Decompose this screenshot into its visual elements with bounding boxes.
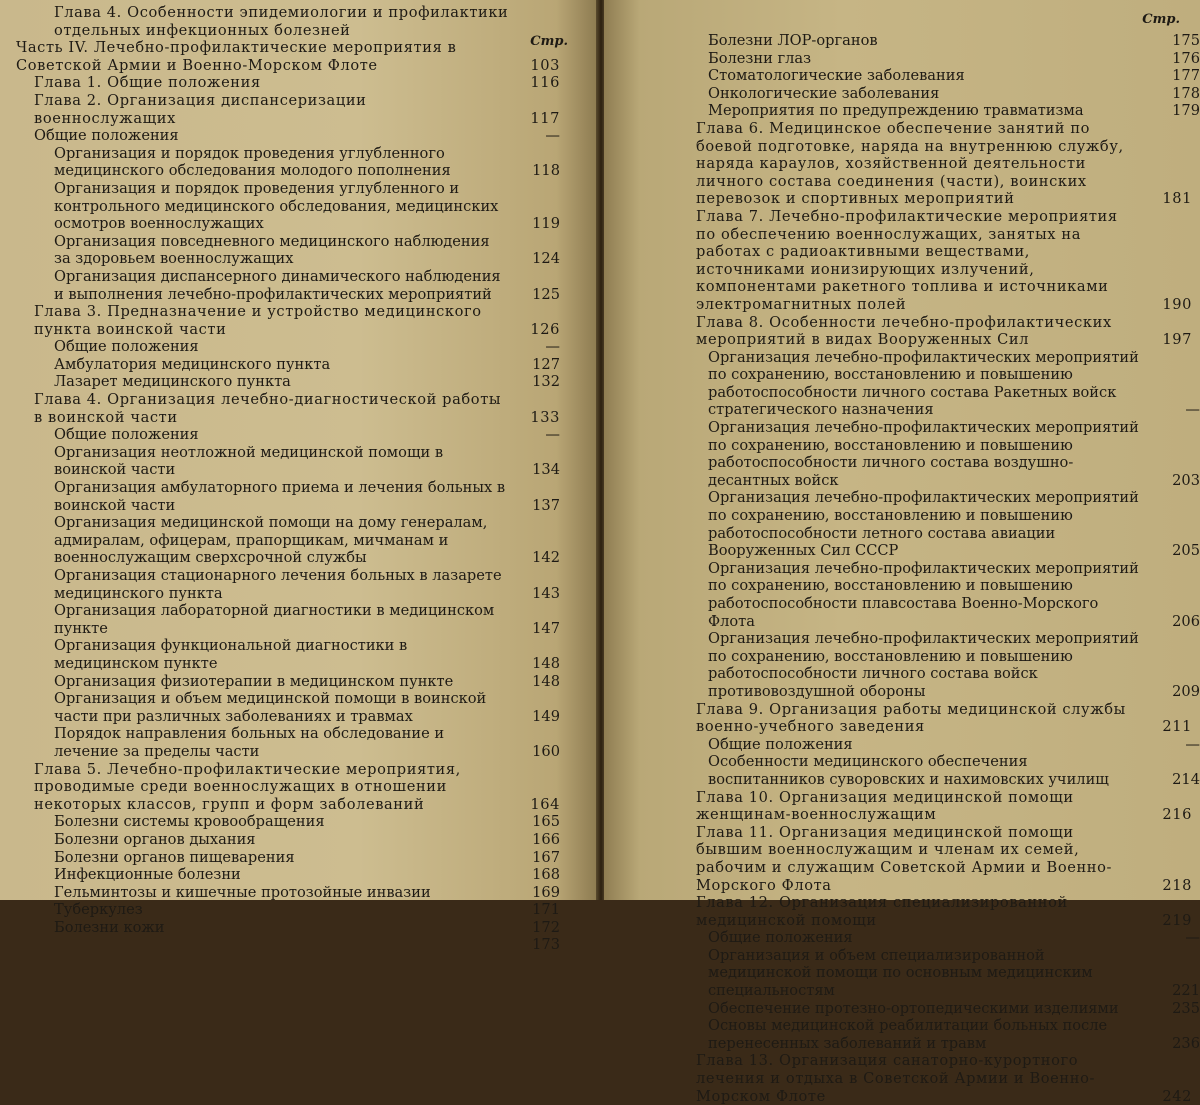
- toc-entry: Глава 8. Особенности лечебно-профилактических мероприятий в видах Вооруженных Сил 197: [696, 313, 1192, 349]
- toc-entry: Глава 4. Организация лечебно-диагностической работы в воинской части 133: [34, 391, 560, 426]
- toc-entry: Организация повседневного медицинского наблюдения за здоровьем военнослужащих 124: [54, 232, 560, 268]
- toc-entry: Общие положения —: [34, 127, 560, 145]
- toc-entry: Общие положения —: [54, 338, 560, 356]
- toc-entry: Организация стационарного лечения больных в лазарете медицинского пункта 143: [54, 567, 560, 602]
- toc-entry: Болезни ЛОР-органов 175: [708, 32, 1200, 49]
- toc-entry: Глава 1. Общие положения 116: [34, 74, 560, 92]
- toc-entry: Организация амбулаторного приема и лечения больных в воинской части 137: [54, 479, 560, 514]
- toc-entry: Болезни органов дыхания 166: [54, 830, 560, 848]
- toc-entry: Амбулатория медицинского пункта 127: [54, 355, 560, 373]
- toc-entry: Лазарет медицинского пункта 132: [54, 373, 560, 391]
- right-page: [604, 0, 1200, 1105]
- toc-entry: Стоматологические заболевания 177: [708, 67, 1200, 85]
- toc-entry: Глава 10. Организация медицинской помощи женщинам-военнослужащим 216: [696, 788, 1192, 824]
- toc-entry: Глава 9. Организация работы медицинской службы военно-учебного заведения 211: [696, 700, 1192, 736]
- toc-entry: Организация физиотерапии в медицинском пункте 148: [54, 672, 560, 690]
- toc-entry: Основы медицинской реабилитации больных после перенесенных заболеваний и травм 236: [708, 1017, 1200, 1052]
- toc-entry: Онкологические заболевания 178: [708, 84, 1200, 102]
- toc-entry: Организация неотложной медицинской помощи в воинской части 134: [54, 443, 560, 479]
- toc-entry: Глава 5. Лечебно-профилактические мероприятия, проводимые среди военнослужащих в отношении некоторых классов, групп и форм заболеваний 164: [34, 760, 560, 813]
- toc-entry: 173: [532, 936, 560, 954]
- toc-entry: Обеспечение протезно-ортопедическими изделиями 235: [708, 999, 1200, 1017]
- toc-left: [16, 4, 560, 954]
- left-page: [0, 0, 598, 954]
- toc-entry: Организация лечебно-профилактических мероприятий по сохранению, восстановлению и повышению работоспособности личного состава Ракетных войск стратегического назначения —: [708, 348, 1200, 419]
- toc-entry: Мероприятия по предупреждению травматизма 179: [708, 102, 1200, 120]
- toc-entry: Гельминтозы и кишечные протозойные инвазии 169: [54, 883, 560, 901]
- toc-entry: Глава 4. Особенности эпидемиологии и профилактики отдельных инфекционных болезней: [54, 4, 509, 39]
- toc-entry: Организация лечебно-профилактических мероприятий по сохранению, восстановлению и повышению работоспособности личного состава воздушно-десантных войск 203: [708, 419, 1200, 489]
- toc-right: [696, 32, 1200, 1105]
- toc-entry: Организация и порядок проведения углубленного медицинского обследования молодого пополнения 118: [54, 144, 560, 180]
- toc-entry: Глава 12. Организация специализированной медицинской помощи 219: [696, 894, 1192, 929]
- toc-entry: Организация диспансерного динамического наблюдения и выполнения лечебно-профилактических мероприятий 125: [54, 267, 560, 303]
- toc-entry: Туберкулез 171: [54, 901, 560, 919]
- page-column-label: Стр.: [530, 34, 568, 49]
- toc-entry: Порядок направления больных на обследование и лечение за пределы части 160: [54, 725, 560, 760]
- toc-entry: Организация лечебно-профилактических мероприятий по сохранению, восстановлению и повышению работоспособности личного состава войск противовоздушной обороны 209: [708, 630, 1200, 700]
- toc-entry: Болезни глаз 176: [708, 49, 1200, 67]
- toc-entry: Организация и объем специализированной медицинской помощи по основным медицинским специальностям 221: [708, 946, 1200, 1000]
- toc-entry: Глава 7. Лечебно-профилактические мероприятия по обеспечению военнослужащих, занятых на работах с радиоактивными веществами, источниками ионизирующих излучений, компонентами ракетного топлива и источниками электромагнитных полей 190: [696, 207, 1192, 313]
- toc-entry: Глава 13. Организация санаторно-курортного лечения и отдыха в Советской Армии и Военно-Морском Флоте 242: [696, 1052, 1192, 1105]
- toc-entry: Глава 6. Медицинское обеспечение занятий по боевой подготовке, наряда на внутреннюю службу, наряда караулов, хозяйственной деятельности личного состава соединения (части), воинских перевозок и спортивных мероприятий 181: [696, 119, 1192, 208]
- toc-entry: Организация медицинской помощи на дому генералам, адмиралам, офицерам, прапорщикам, мичманам и военнослужащим сверхсрочной службы 142: [54, 514, 560, 567]
- toc-entry: Глава 11. Организация медицинской помощи бывшим военнослужащим и членам их семей, рабочим и служащим Советской Армии и Военно-Морского Флота 218: [696, 823, 1192, 894]
- toc-entry: Общие положения —: [54, 426, 560, 444]
- toc-entry: Организация лечебно-профилактических мероприятий по сохранению, восстановлению и повышению работоспособности плавсостава Военно-Морского Флота 206: [708, 559, 1200, 630]
- toc-entry: Болезни системы кровообращения 165: [54, 813, 560, 831]
- toc-entry: Организация функциональной диагностики в медицинском пункте 148: [54, 637, 560, 672]
- toc-entry: Общие положения —: [708, 735, 1200, 753]
- toc-entry: Часть IV. Лечебно-профилактические мероприятия в Советской Армии и Военно-Морском Флоте 103: [16, 39, 560, 74]
- toc-entry: Организация и порядок проведения углубленного и контрольного медицинского обследования, медицинских осмотров военнослужащих 119: [54, 179, 560, 233]
- toc-entry: Организация лечебно-профилактических мероприятий по сохранению, восстановлению и повышению работоспособности летного состава авиации Вооруженных Сил СССР 205: [708, 489, 1200, 560]
- toc-entry: Глава 3. Предназначение и устройство медицинского пункта воинской части 126: [34, 303, 560, 338]
- toc-entry: Особенности медицинского обеспечения воспитанников суворовских и нахимовских училищ 214: [708, 753, 1200, 788]
- toc-entry: Болезни кожи 172: [54, 918, 560, 936]
- toc-entry: Организация и объем медицинской помощи в воинской части при различных заболеваниях и травмах 149: [54, 690, 560, 725]
- toc-entry: Глава 2. Организация диспансеризации военнослужащих 117: [34, 91, 560, 127]
- toc-entry: Общие положения —: [708, 929, 1200, 947]
- toc-entry: Болезни органов пищеварения 167: [54, 848, 560, 866]
- page-column-label: Стр.: [1142, 12, 1180, 27]
- toc-entry: Инфекционные болезни 168: [54, 866, 560, 884]
- toc-entry: Организация лабораторной диагностики в медицинском пункте 147: [54, 602, 560, 637]
